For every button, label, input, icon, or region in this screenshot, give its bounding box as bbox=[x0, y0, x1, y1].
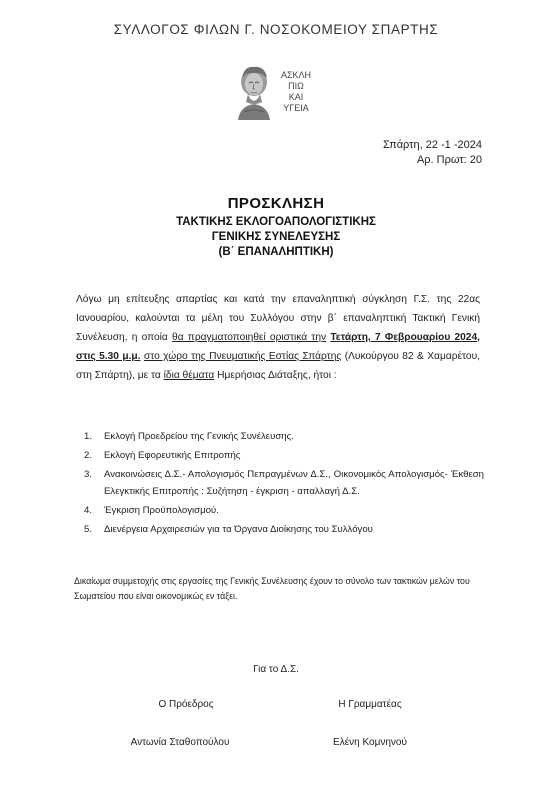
meeting-venue: στο χώρο της Πνευματικής Εστίας Σπάρτης bbox=[143, 351, 342, 362]
agenda-text: Διενέργεια Αρχαιρεσιών για τα Όργανα Διοίκησης του Συλλόγου bbox=[104, 524, 373, 535]
intro-underlined-text: ίδια θέματα bbox=[163, 370, 215, 381]
subtitle-line: (Β΄ ΕΠΑΝΑΛΗΠΤΙΚΗ) bbox=[218, 246, 334, 258]
agenda-item bbox=[84, 502, 484, 519]
secretary-name: Ελένη Κομνηνού bbox=[333, 737, 407, 748]
protocol-number: Αρ. Πρωτ: 20 bbox=[416, 154, 482, 166]
logo-motto-line: ΠΙΩ bbox=[288, 81, 304, 91]
agenda-item bbox=[84, 466, 484, 500]
document-date: Σπάρτη, 22 -1 -2024 bbox=[382, 139, 482, 151]
meeting-date: Τετάρτη, 7 Φεβρουαρίου 2024, στις 5.30 μ.μ. bbox=[76, 332, 480, 362]
association-header: ΣΥΛΛΟΓΟΣ ΦΙΛΩΝ Γ. ΝΟΣΟΚΟΜΕΙΟΥ ΣΠΑΡΤΗΣ bbox=[113, 22, 439, 37]
bust-icon bbox=[232, 64, 276, 120]
agenda-list bbox=[84, 428, 484, 540]
president-name: Αντωνία Σταθοπούλου bbox=[130, 737, 230, 748]
logo-motto-line: ΚΑΙ bbox=[288, 92, 304, 102]
agenda-text: Έγκριση Προϋπολογισμού. bbox=[104, 505, 219, 516]
subtitle-line: ΤΑΚΤΙΚΗΣ ΕΚΛΟΓΟΑΠΟΛΟΓΙΣΤΙΚΗΣ bbox=[176, 216, 376, 228]
president-role: Ο Πρόεδρος bbox=[158, 699, 214, 710]
intro-underlined-text: θα πραγματοποιηθεί οριστικά την bbox=[172, 332, 327, 343]
logo-motto-line: ΑΣΚΛΗ bbox=[280, 70, 312, 80]
document-subtitle bbox=[0, 215, 552, 260]
intro-text: Ημερήσιας Διάταξης, ήτοι : bbox=[214, 370, 337, 381]
agenda-number: 2. bbox=[84, 450, 93, 461]
agenda-text: Ανακοινώσεις Δ.Σ.- Απολογισμός Πεπραγμένων Δ.Σ., Οικονομικός Απολογισμός- Έκθεση Ελεγκτικής Επιτροπής : Συζήτηση - έγκριση - απαλλαγή Δ.Σ. bbox=[104, 469, 484, 497]
agenda-text: Εκλογή Προεδρείου της Γενικής Συνέλευσης. bbox=[104, 431, 294, 442]
intro-paragraph bbox=[76, 290, 480, 385]
for-board-label: Για το Δ.Σ. bbox=[253, 664, 299, 675]
subtitle-line: ΓΕΝΙΚΗΣ ΣΥΝΕΛΕΥΣΗΣ bbox=[211, 231, 341, 243]
agenda-text: Εκλογή Εφορευτικής Επιτροπής bbox=[104, 450, 241, 461]
agenda-number: 3. bbox=[84, 469, 93, 480]
logo-motto bbox=[278, 70, 314, 114]
agenda-item bbox=[84, 521, 484, 538]
intro-text: Λόγω μη επίτευξης απαρτίας και κατά την επαναληπτική σύγκληση Γ.Σ. της 22ας Ιανουαρίου, καλούνται τα μέλη του Συλλόγου στην β΄ επαναληπτική Τακτική Γενική Συνέλευση, η οποία bbox=[76, 294, 480, 343]
secretary-role: Η Γραμματέας bbox=[338, 699, 402, 710]
intro-text: (Λυκούργου 82 & Χαμαρέτου, στη Σπάρτη), με τα bbox=[76, 351, 480, 381]
document-title: ΠΡΟΣΚΛΗΣΗ bbox=[227, 195, 325, 212]
agenda-item bbox=[84, 447, 484, 464]
agenda-item bbox=[84, 428, 484, 445]
association-logo bbox=[232, 64, 332, 122]
date-protocol-block bbox=[383, 138, 482, 168]
agenda-number: 5. bbox=[84, 524, 93, 535]
logo-motto-line: ΥΓΕΙΑ bbox=[283, 103, 309, 113]
participation-rights-note: Δικαίωμα συμμετοχής στις εργασίες της Γενικής Συνέλευσης έχουν το σύνολο των τακτικών μελών του Σωματείου που είναι οικονομικώς εν τάξει. bbox=[74, 576, 470, 601]
agenda-number: 4. bbox=[84, 505, 93, 516]
agenda-number: 1. bbox=[84, 431, 93, 442]
